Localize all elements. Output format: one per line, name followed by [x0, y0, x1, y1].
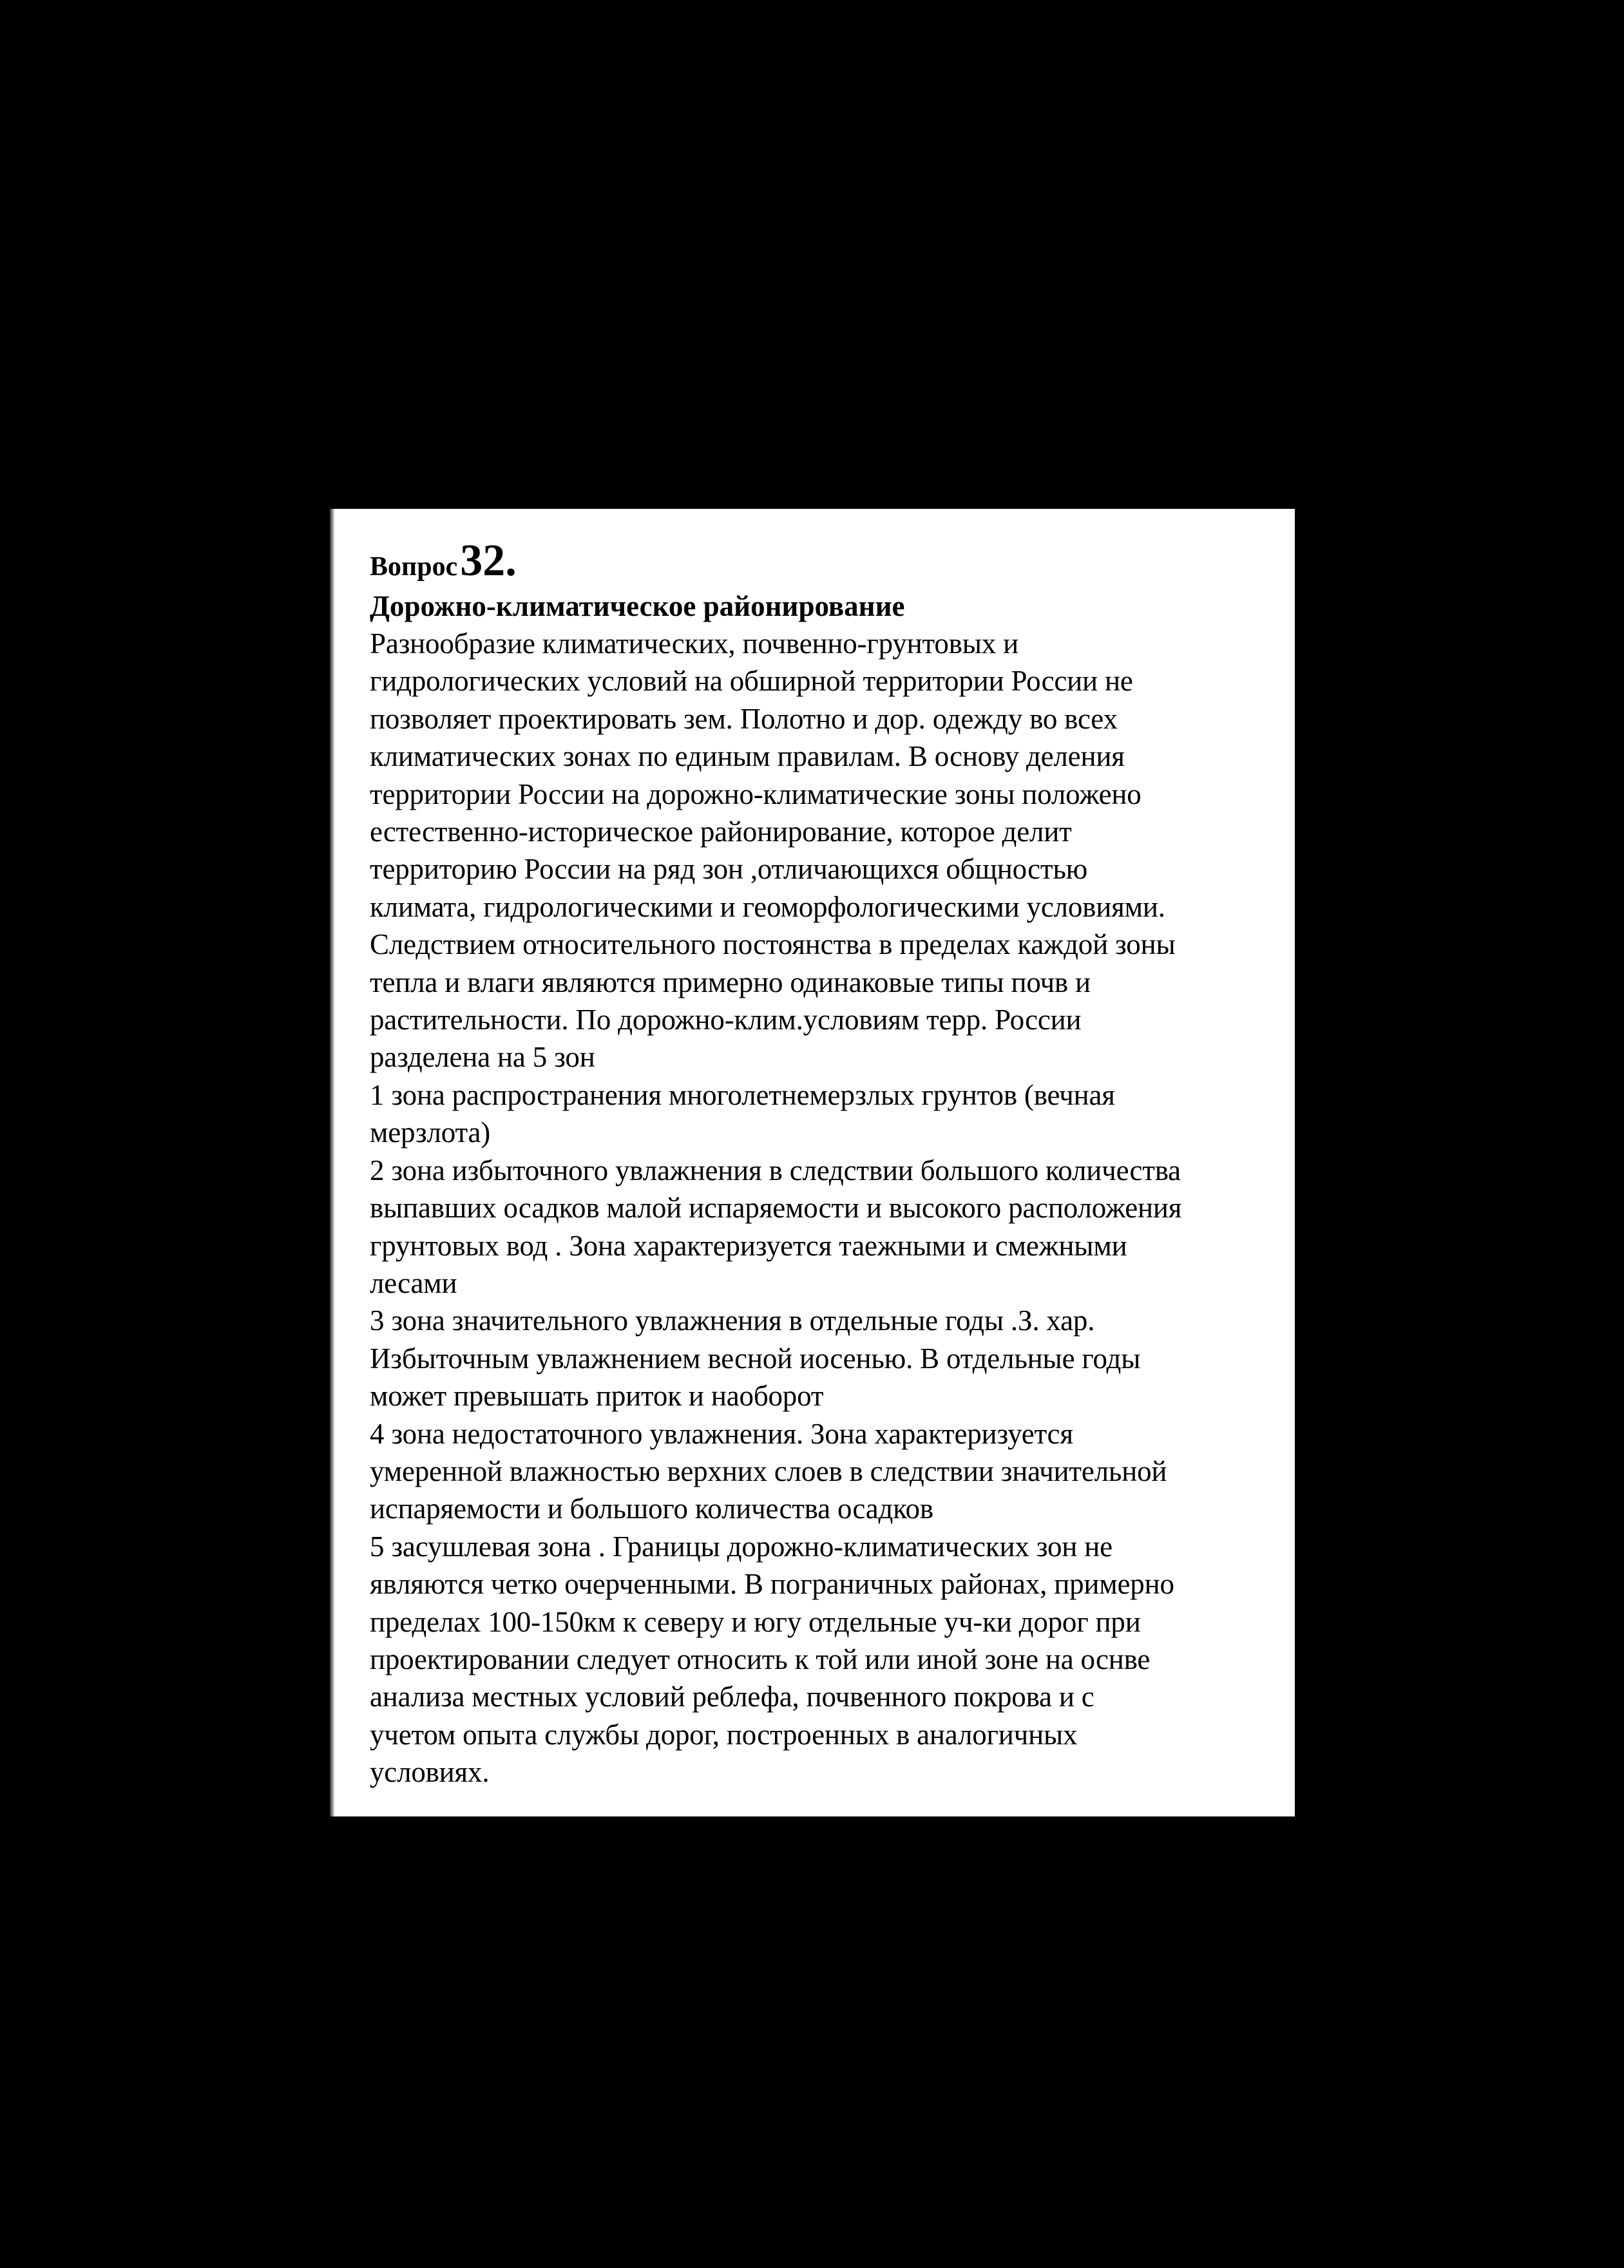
text-line: являются четко очерченными. В пограничных районах, примерно — [370, 1568, 1174, 1601]
text-line: естественно-историческое районирование, которое делит — [370, 815, 1072, 848]
text-line: испаряемости и большого количества осадков — [370, 1492, 933, 1525]
text-line: 1 зона распространения многолетнемерзлых грунтов (вечная — [370, 1078, 1115, 1111]
text-line: грунтовых вод . Зона характеризуется таежными и смежными — [370, 1229, 1127, 1262]
text-line: позволяет проектировать зем. Полотно и дор. одежду во всех — [370, 702, 1118, 735]
text-line: гидрологических условий на обширной территории России не — [370, 665, 1133, 698]
text-line: проектировании следует относить к той или иной зоне на оснве — [370, 1643, 1151, 1675]
text-line: растительности. По дорожно-клим.условиям терр. России — [370, 1004, 1082, 1036]
question-number: 32. — [460, 536, 517, 586]
text-line: мерзлота) — [370, 1116, 491, 1149]
section-title: Дорожно-климатическое районирование — [370, 590, 905, 622]
text-line: 3 зона значительного увлажнения в отдельные годы .З. хар. — [370, 1304, 1095, 1337]
text-line: тепла и влаги являются примерно одинаковые типы почв и — [370, 966, 1091, 998]
body-text — [370, 625, 1282, 1791]
text-line: умеренной влажностью верхних слоев в следствии значительной — [370, 1454, 1167, 1487]
text-line: выпавших осадков малой испаряемости и высокого расположения — [370, 1192, 1182, 1225]
text-line: климатических зонах по единым правилам. В основу деления — [370, 740, 1125, 773]
text-line: условиях. — [370, 1756, 490, 1789]
text-line: 2 зона избыточного увлажнения в следствии большого количества — [370, 1154, 1181, 1186]
text-line: территорию России на ряд зон ,отличающихся общностью — [370, 853, 1088, 886]
text-line: разделена на 5 зон — [370, 1041, 595, 1074]
text-line: анализа местных условий реблефа, почвенного покрова и с — [370, 1681, 1094, 1713]
text-line: пределах 100-150км к северу и югу отдельные уч-ки дорог при — [370, 1605, 1141, 1638]
question-heading — [370, 538, 1282, 584]
question-heading-word: Вопрос — [370, 552, 458, 582]
scanned-page — [330, 509, 1295, 1816]
text-line: 4 зона недостаточного увлажнения. Зона характеризуется — [370, 1417, 1073, 1450]
text-line: Разнообразие климатических, почвенно-грунтовых и — [370, 627, 1018, 660]
text-line: 5 засушлевая зона . Границы дорожно-климатических зон не — [370, 1530, 1113, 1563]
text-line: учетом опыта службы дорог, построенных в аналогичных — [370, 1718, 1078, 1751]
text-line: территории России на дорожно-климатические зоны положено — [370, 777, 1142, 810]
text-line: лесами — [370, 1266, 457, 1299]
text-line: климата, гидрологическими и геоморфологическими условиями. — [370, 890, 1165, 923]
text-line: Следствием относительного постоянства в пределах каждой зоны — [370, 928, 1176, 961]
text-line: может превышать приток и наоборот — [370, 1380, 824, 1413]
text-line: Избыточным увлажнением весной иосенью. В отдельные годы — [370, 1342, 1141, 1375]
